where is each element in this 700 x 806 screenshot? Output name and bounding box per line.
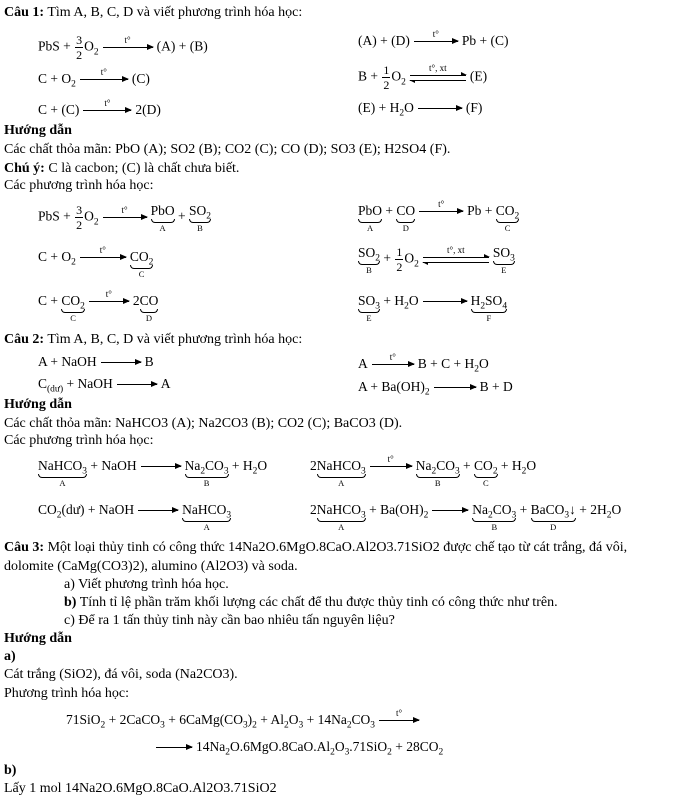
q1-answer: Các chất thỏa mãn: PbO (A); SO2 (B); CO2 (C); CO (D); SO3 (E); H2SO4 (F).: [4, 142, 451, 157]
q1-eq6: $(E) + H_2O$ (F): [358, 100, 483, 119]
q1-eq4: (A) + (D) t° Pb + (C): [358, 29, 509, 48]
q2-eq4: $A + Ba(OH)_2$ B + D: [358, 379, 513, 398]
q1-prompt: Tìm A, B, C, D và viết phương trình hóa học:: [47, 5, 303, 20]
q3-heading: [4, 541, 627, 555]
q3-take: Lấy 1 mol 14Na2O.6MgO.8CaO.Al2O3.71SiO2: [4, 781, 277, 796]
q1-eq3: C + (C) t° 2(D): [38, 98, 161, 117]
q2-eq2: $C_{(dư)}$ + NaOH A: [38, 376, 171, 395]
q2-sol4: 2 NaHCO$_3$ A + $Ba(OH)_2$ $Na_2CO_3$ B + BaCO$_3$↓ D + $2H_2O$: [310, 502, 622, 532]
q3-eq-heading: Phương trình hóa học:: [4, 686, 130, 701]
q1-eq2: $C + O_2$ t° (C): [38, 67, 150, 90]
q1-note: Chú ý: C là cacbon; (C) là chất chưa biết.: [4, 161, 240, 176]
q1-sol3: C + $CO_2$ C t° 2 CO D: [38, 289, 159, 323]
q1-eqs-heading: Các phương trình hóa học:: [4, 178, 154, 193]
q3-materials: Cát trắng (SiO2), đá vôi, soda (Na2CO3).: [4, 667, 238, 682]
q1-sol6: $SO_3$ E + $H_2O$ $H_2SO_4$ F: [358, 293, 508, 323]
q2-sol1: NaHCO$_3$ A + NaOH $Na_2CO_3$ B + $H_2O$: [38, 458, 268, 488]
q2-answer: Các chất thỏa mãn: NaHCO3 (A); Na2CO3 (B); CO2 (C); BaCO3 (D).: [4, 416, 403, 431]
q2-eq1: A + NaOH B: [38, 354, 154, 369]
q2-prompt: Tìm A, B, C, D và viết phương trình hóa học:: [47, 332, 303, 347]
q3-part-a-task: a) Viết phương trình hóa học.: [64, 577, 229, 592]
q3-guide: Hướng dẫn: [4, 631, 72, 646]
q3-label: Câu 3:: [4, 540, 45, 555]
q2-sol2: $CO_2(dư)$ + NaOH NaHCO$_3$ A: [38, 502, 232, 532]
q2-label: Câu 2:: [4, 332, 45, 347]
q1-sol4: PbO A + CO D t° Pb + $CO_2$ C: [358, 199, 520, 233]
q1-heading: [4, 6, 302, 20]
q1-eq5: B + $\frac{1}{2}$ $O_2$ t°, xt (E): [358, 62, 488, 92]
q1-sol1: PbS + $\frac{3}{2}$ $O_2$ t° PbO A + $SO_2$ B: [38, 203, 211, 233]
q1-label: Câu 1:: [4, 5, 45, 20]
q3-part-b: b): [4, 763, 17, 778]
q1-sol5: $SO_2$ B + $\frac{1}{2}$ $O_2$ t°, xt $SO_3$ E: [358, 244, 515, 275]
q2-heading: [4, 333, 302, 347]
q1-sol2: $C + O_2$ t° $CO_2$ C: [38, 245, 154, 279]
q2-eqs-heading: Các phương trình hóa học:: [4, 433, 154, 448]
q3-part-a: a): [4, 649, 16, 664]
q1-guide: Hướng dẫn: [4, 123, 72, 138]
q3-part-b-task: b) Tính tỉ lệ phần trăm khối lượng các chất để thu được thủy tinh có công thức như trên.: [64, 595, 558, 610]
q3-eq-line2: $14Na_2O.6MgO.8CaO.Al_2O_3.71SiO_2 + 28CO_2$: [156, 740, 443, 754]
q3-prompt-2: dolomite (CaMg(CO3)2), alumino (Al2O3) và soda.: [4, 559, 298, 574]
q3-eq-line1: 71SiO$_2$ + 2CaCO$_3$ + $6CaMg(CO_3)_2 + Al_2O_3 + 14Na_2CO_3$ t°: [66, 713, 423, 727]
q3-prompt-1: Một loại thủy tinh có công thức 14Na2O.6MgO.8CaO.Al2O3.71SiO2 được chế tạo từ cát trắng, đá vôi,: [47, 540, 628, 555]
q2-eq3: A t° $B + C + H_2O$: [358, 352, 489, 375]
q3-part-c-task: c) Để ra 1 tấn thủy tinh này cần bao nhiêu tấn nguyên liệu?: [64, 613, 395, 628]
q2-sol3: 2 NaHCO$_3$ A t° $Na_2CO_3$ B + $CO_2$ C + $H_2O$: [310, 454, 537, 488]
q1-eq1: PbS + $\frac{3}{2}$ $O_2$ t° (A) + (B): [38, 33, 208, 62]
q2-guide: Hướng dẫn: [4, 397, 72, 412]
